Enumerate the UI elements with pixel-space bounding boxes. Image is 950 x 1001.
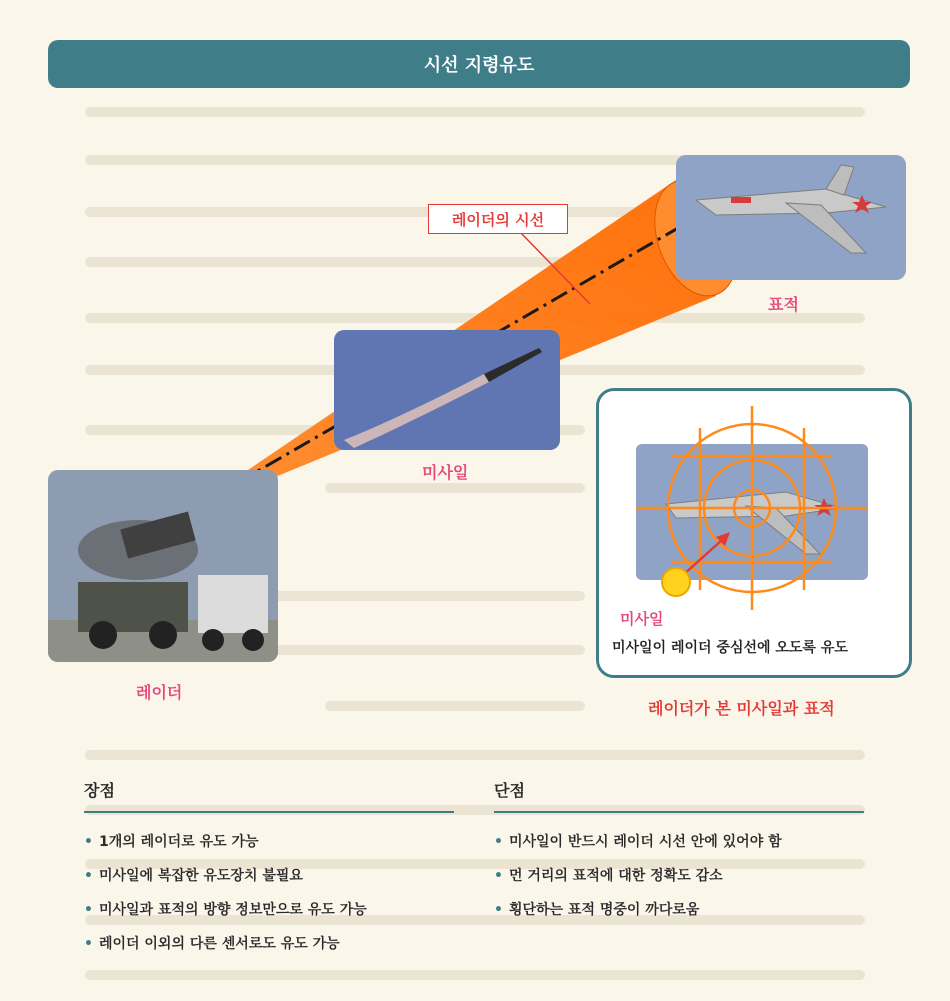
bullet-icon: • — [494, 834, 503, 850]
bullet-icon: • — [84, 936, 93, 952]
disadvantages-list — [494, 831, 864, 919]
list-item — [494, 865, 864, 885]
bullet-icon: • — [494, 902, 503, 918]
advantages-list — [84, 831, 454, 953]
list-item-text: 미사일이 반드시 레이더 시선 안에 있어야 함 — [508, 834, 782, 850]
missile-label: 미사일 — [422, 463, 469, 482]
missile-guidance-arrow — [683, 540, 722, 575]
page-title: 시선 지령유도 — [423, 55, 535, 76]
list-item — [494, 831, 864, 851]
missile-dot — [662, 568, 690, 596]
bullet-icon: • — [84, 834, 93, 850]
advantages-section — [84, 778, 454, 967]
bullet-icon: • — [84, 902, 93, 918]
list-item-text: 미사일과 표적의 방향 정보만으로 유도 가능 — [98, 902, 367, 918]
advantages-heading: 장점 — [84, 778, 454, 813]
bullet-icon: • — [84, 868, 93, 884]
disadvantages-heading: 단점 — [494, 778, 864, 813]
list-item — [84, 865, 454, 885]
inset-description: 미사일이 레이더 중심선에 오도록 유도 — [612, 640, 848, 656]
list-item-text: 미사일에 복잡한 유도장치 불필요 — [98, 868, 303, 884]
target-label: 표적 — [768, 295, 799, 314]
list-item-text: 레이더 이외의 다른 센서로도 유도 가능 — [98, 936, 340, 952]
list-item-text: 1개의 레이더로 유도 가능 — [98, 834, 259, 850]
radar-label: 레이더 — [136, 683, 183, 702]
list-item — [84, 831, 454, 851]
radar-line-label-text: 레이더의 시선 — [451, 210, 545, 229]
list-item-text: 먼 거리의 표적에 대한 정확도 감소 — [508, 868, 723, 884]
list-item — [84, 933, 454, 953]
inset-missile-label: 미사일 — [620, 610, 664, 628]
disadvantages-section — [494, 778, 864, 933]
list-item-text: 횡단하는 표적 명중이 까다로움 — [508, 902, 700, 918]
list-item — [84, 899, 454, 919]
bullet-icon: • — [494, 868, 503, 884]
inset-caption: 레이더가 본 미사일과 표적 — [648, 699, 835, 718]
list-item — [494, 899, 864, 919]
